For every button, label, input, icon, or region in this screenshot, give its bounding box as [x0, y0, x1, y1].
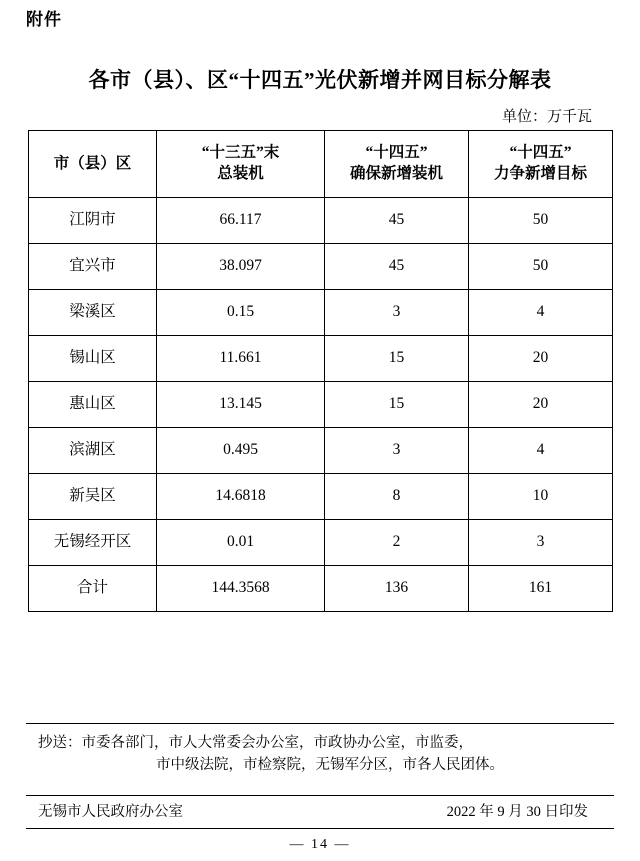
footer-divider-middle — [26, 795, 614, 796]
cell-existing: 144.3568 — [157, 566, 325, 612]
cell-region: 锡山区 — [29, 336, 157, 382]
cell-existing: 11.661 — [157, 336, 325, 382]
cell-target: 20 — [469, 382, 613, 428]
footer-distribution-line2: 市中级法院，市检察院，无锡军分区，市各人民团体。 — [156, 757, 504, 774]
cell-secured: 15 — [325, 336, 469, 382]
page-number: — 14 — — [289, 837, 351, 852]
table-row — [29, 198, 613, 244]
cell-existing: 38.097 — [157, 244, 325, 290]
table-row-total — [29, 566, 613, 612]
cell-target: 4 — [469, 428, 613, 474]
cell-existing: 0.15 — [157, 290, 325, 336]
column-header-secured-line1: “十四五” — [365, 144, 428, 162]
table-header — [29, 131, 613, 198]
cell-region: 江阴市 — [29, 198, 157, 244]
table-row — [29, 428, 613, 474]
cell-secured: 45 — [325, 244, 469, 290]
column-header-secured-line2: 确保新增装机 — [349, 165, 443, 182]
column-header-target — [469, 131, 613, 198]
footer-distribution — [26, 732, 614, 777]
cell-existing: 0.495 — [157, 428, 325, 474]
cell-secured: 136 — [325, 566, 469, 612]
column-header-target-line2: 力争新增目标 — [493, 165, 587, 182]
table-row — [29, 336, 613, 382]
cell-existing: 0.01 — [157, 520, 325, 566]
footer-issuer: 无锡市人民政府办公室 — [38, 804, 183, 820]
page-title: 各市（县）、区“十四五”光伏新增并网目标分解表 — [88, 68, 552, 92]
cell-region: 无锡经开区 — [29, 520, 157, 566]
table-header-row — [29, 131, 613, 198]
cell-secured: 2 — [325, 520, 469, 566]
footer-divider-top — [26, 723, 614, 724]
column-header-secured — [325, 131, 469, 198]
cell-region: 梁溪区 — [29, 290, 157, 336]
table-row — [29, 244, 613, 290]
cell-target: 3 — [469, 520, 613, 566]
photovoltaic-target-table — [28, 130, 613, 612]
cell-existing: 13.145 — [157, 382, 325, 428]
cell-region: 宜兴市 — [29, 244, 157, 290]
cell-target: 10 — [469, 474, 613, 520]
footer-distribution-line1: 抄送：市委各部门，市人大常委会办公室，市政协办公室，市监委， — [38, 735, 473, 751]
cell-existing: 14.6818 — [157, 474, 325, 520]
cell-target: 4 — [469, 290, 613, 336]
footer-divider-bottom — [26, 828, 614, 829]
table-row — [29, 520, 613, 566]
column-header-existing — [157, 131, 325, 198]
cell-region: 惠山区 — [29, 382, 157, 428]
cell-secured: 3 — [325, 428, 469, 474]
column-header-region-line1: 市（县）区 — [53, 154, 132, 172]
cell-target: 161 — [469, 566, 613, 612]
table-row — [29, 382, 613, 428]
cell-region: 滨湖区 — [29, 428, 157, 474]
cell-target: 20 — [469, 336, 613, 382]
column-header-existing-line2: 总装机 — [217, 165, 264, 182]
column-header-region — [29, 131, 157, 198]
cell-target: 50 — [469, 198, 613, 244]
table-row — [29, 290, 613, 336]
attachment-label: 附件 — [26, 10, 62, 29]
cell-existing: 66.117 — [157, 198, 325, 244]
cell-region: 合计 — [29, 566, 157, 612]
table-row — [29, 474, 613, 520]
column-header-existing-line1: “十三五”末 — [201, 144, 280, 162]
column-header-target-line1: “十四五” — [509, 144, 572, 162]
table-container — [28, 130, 612, 612]
table-body — [29, 198, 613, 612]
cell-secured: 15 — [325, 382, 469, 428]
unit-label: 单位：万千瓦 — [501, 109, 592, 125]
cell-secured: 3 — [325, 290, 469, 336]
cell-secured: 45 — [325, 198, 469, 244]
cell-region: 新吴区 — [29, 474, 157, 520]
footer-date: 2022 年 9 月 30 日印发 — [446, 804, 588, 820]
cell-target: 50 — [469, 244, 613, 290]
cell-secured: 8 — [325, 474, 469, 520]
